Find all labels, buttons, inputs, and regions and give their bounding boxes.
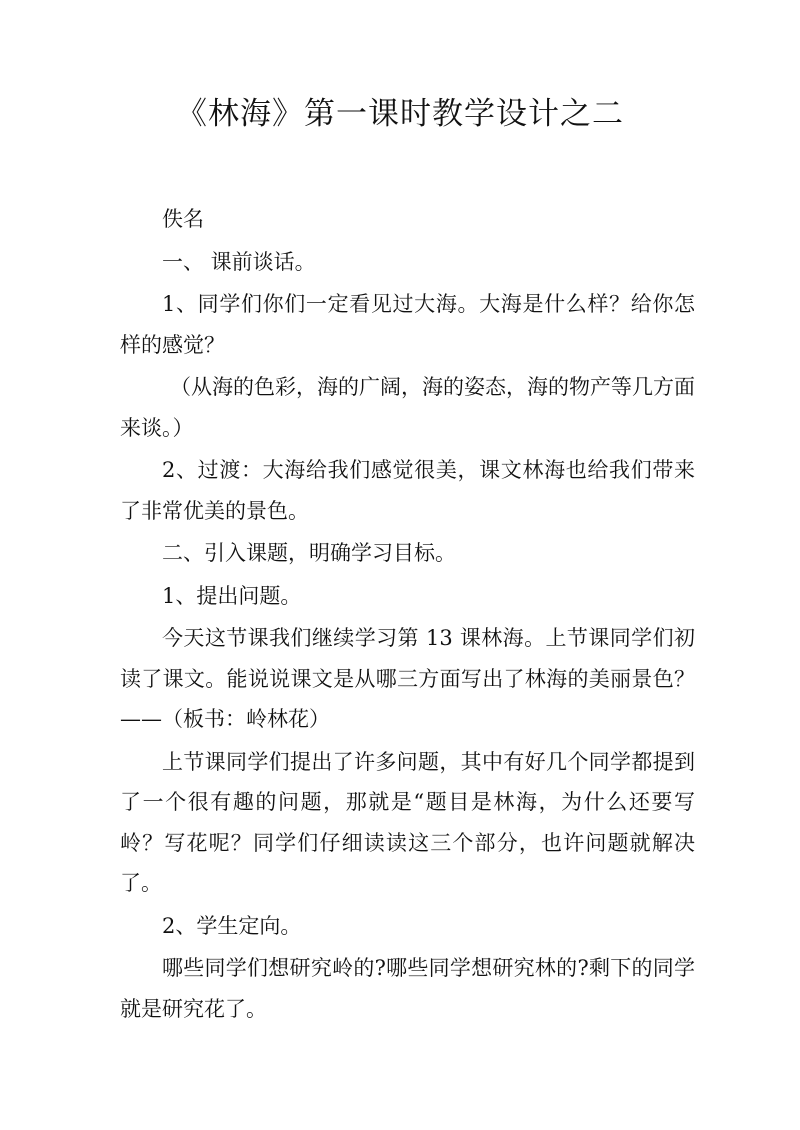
section-heading-1: 一、 课前谈话。 bbox=[162, 249, 316, 274]
subheading: 2、学生定向。 bbox=[162, 913, 302, 938]
document-body bbox=[120, 199, 695, 1031]
paragraph: 今天这节课我们继续学习第 13 课林海。上节课同学们初读了课文。能说说课文是从哪三方面写出了林海的美丽景色？——（板书：岭林花） bbox=[120, 626, 695, 731]
paragraph: 1、同学们你们一定看见过大海。大海是什么样？给你怎样的感觉？ bbox=[120, 292, 695, 357]
paragraph: 哪些同学们想研究岭的?哪些同学想研究林的?剩下的同学就是研究花了。 bbox=[120, 956, 695, 1021]
section-heading-2: 二、引入课题，明确学习目标。 bbox=[162, 541, 456, 565]
author-line: 佚名 bbox=[162, 207, 204, 231]
paragraph: 2、过渡：大海给我们感觉很美，课文林海也给我们带来了非常优美的景色。 bbox=[120, 458, 695, 523]
document-title: 《林海》第一课时教学设计之二 bbox=[176, 96, 624, 132]
subheading: 1、提出问题。 bbox=[162, 583, 302, 608]
paragraph: 上节课同学们提出了许多问题，其中有好几个同学都提到了一个很有趣的问题，那就是“题目是林海，为什么还要写岭？写花呢？同学们仔细读读这三个部分，也许问题就解决了。 bbox=[120, 749, 695, 895]
paragraph: （从海的色彩，海的广阔，海的姿态，海的物产等几方面来谈。） bbox=[120, 375, 695, 440]
